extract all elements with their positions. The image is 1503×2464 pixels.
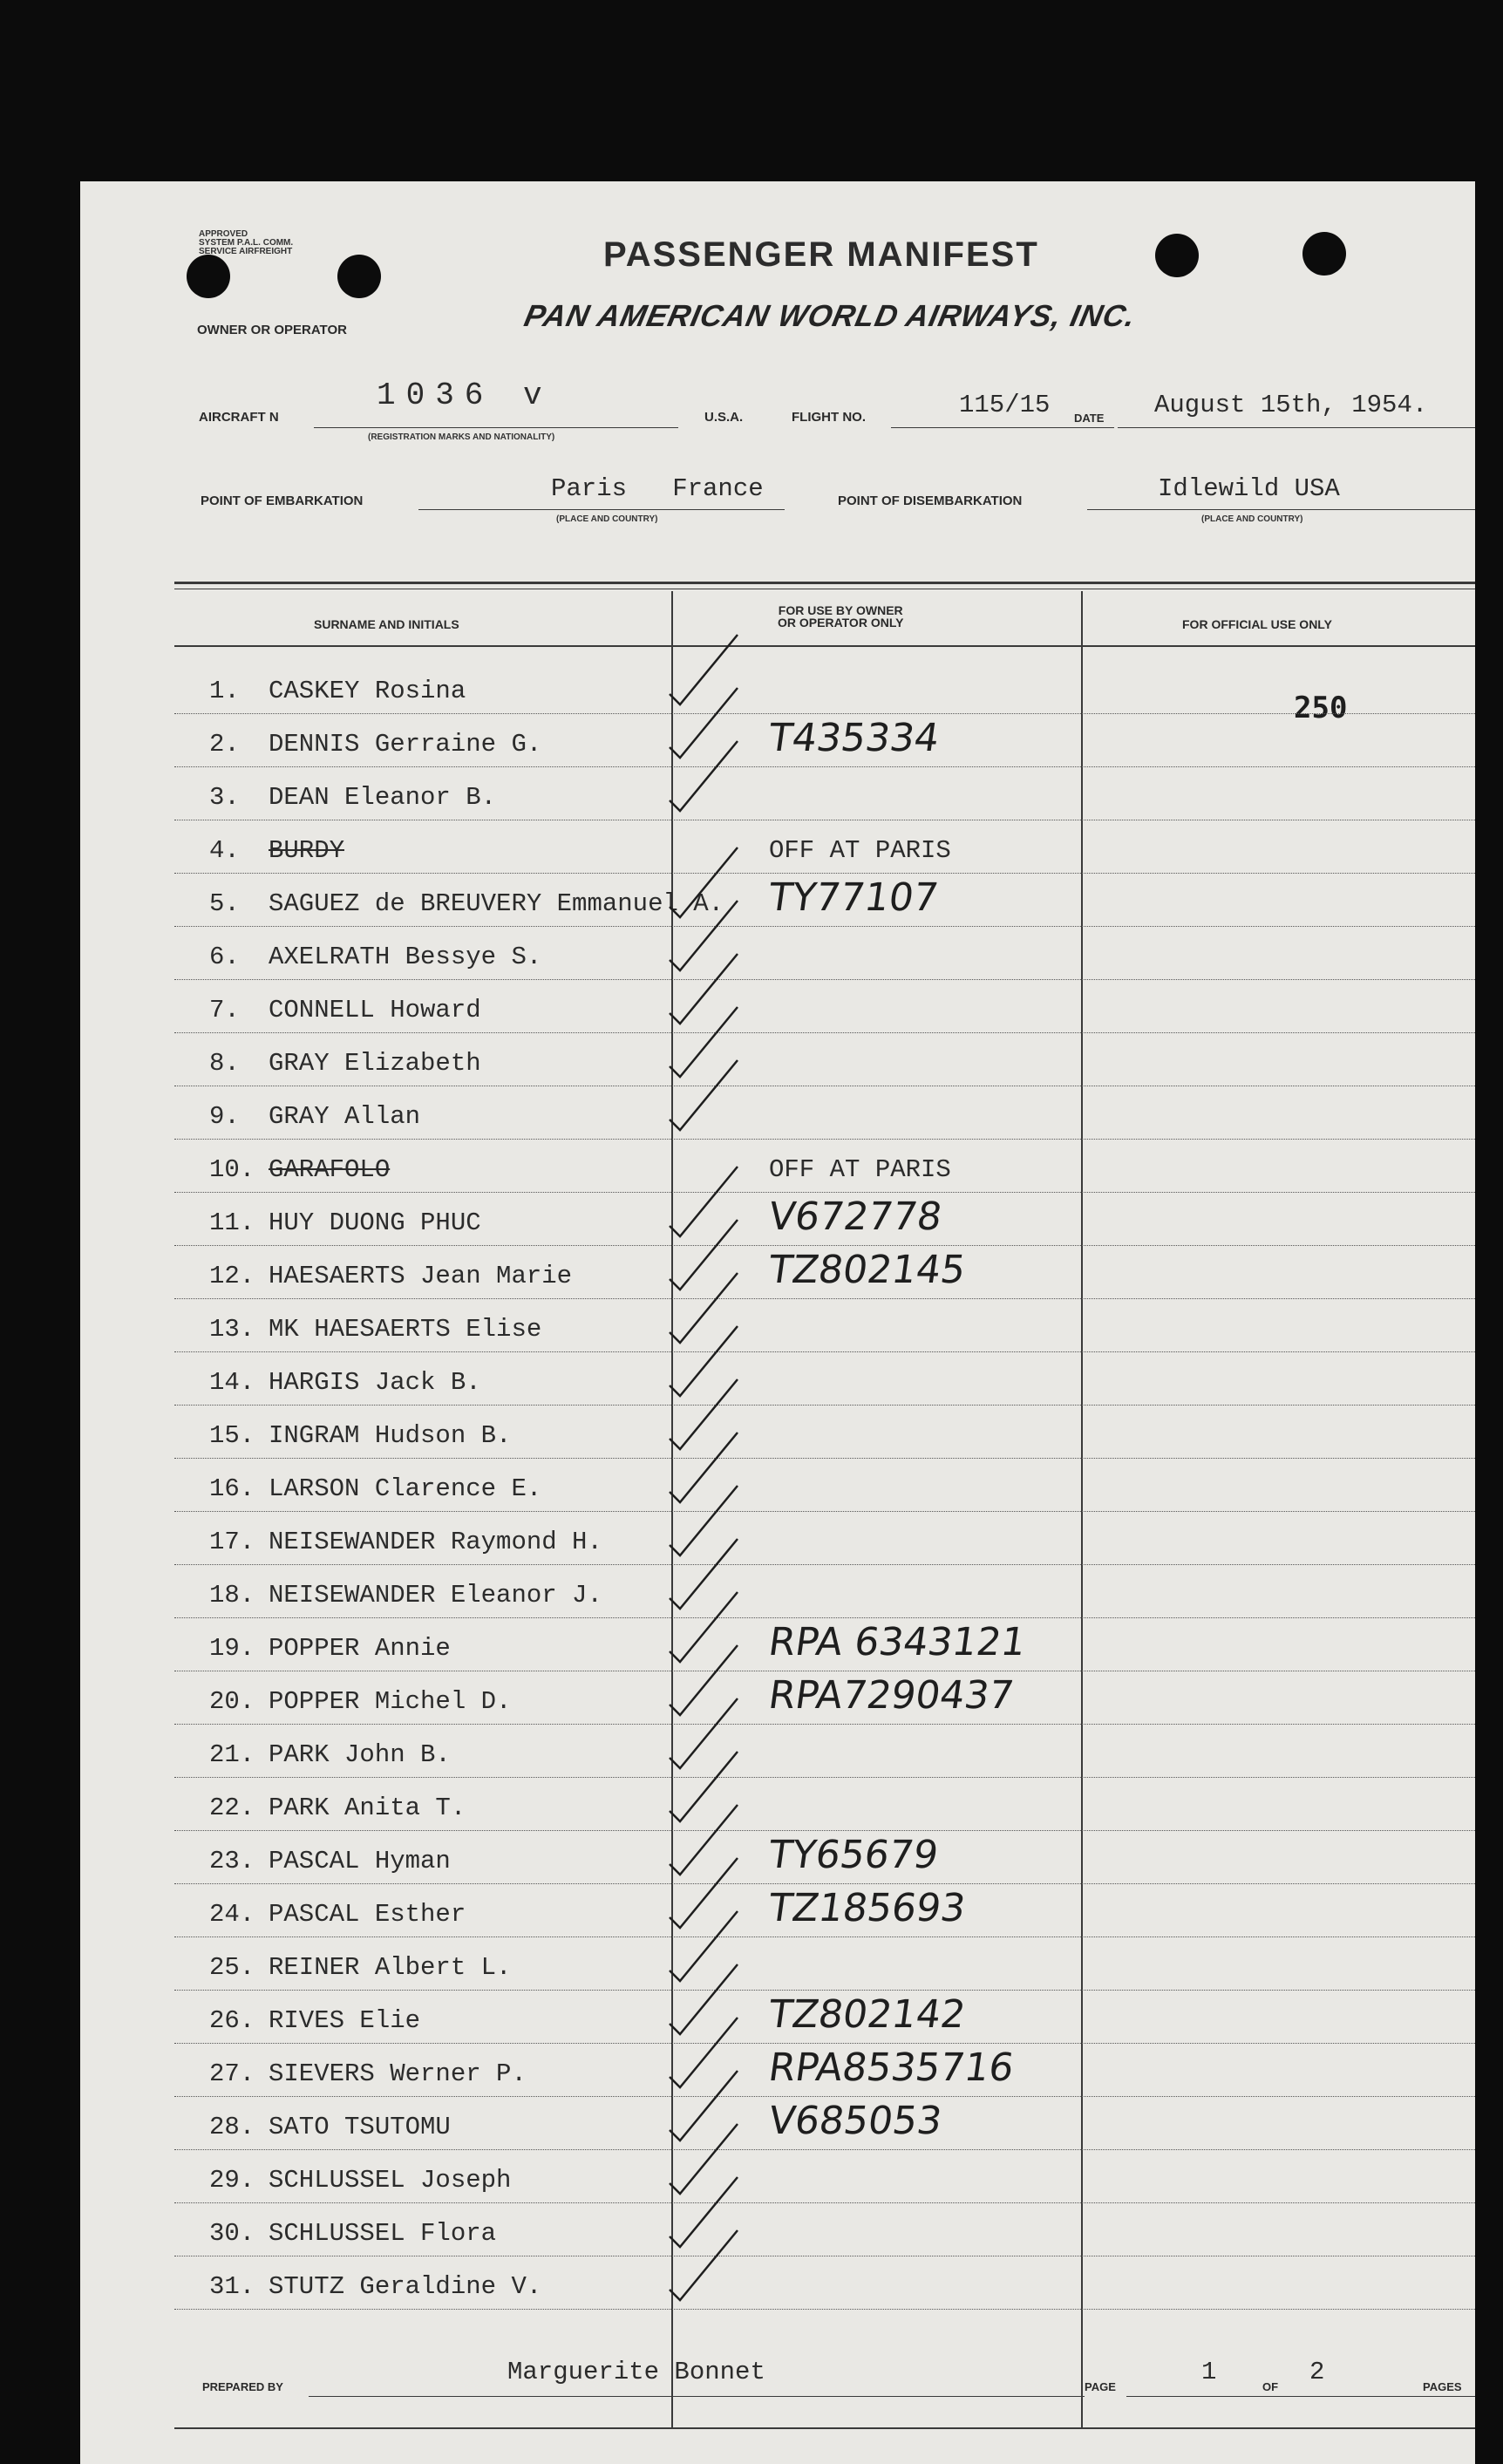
row-rule xyxy=(174,1777,1475,1779)
check-mark-icon xyxy=(664,2227,743,2305)
table-row xyxy=(209,889,724,918)
table-row xyxy=(209,1634,451,1663)
row-rule xyxy=(174,1617,1475,1619)
table-row xyxy=(209,677,466,705)
passenger-name: GARAFOLO xyxy=(269,1155,391,1184)
removed-note: OFF AT PARIS xyxy=(769,1155,951,1184)
aircraft-value: 1036 v xyxy=(377,378,553,413)
row-rule xyxy=(174,1883,1475,1885)
passenger-name: LARSON Clarence E. xyxy=(269,1474,542,1503)
punch-hole xyxy=(1302,232,1346,276)
passenger-number: 23. xyxy=(209,1847,255,1875)
table-row xyxy=(209,1262,572,1290)
table-row xyxy=(209,1953,511,1982)
passenger-name: INGRAM Hudson B. xyxy=(269,1421,512,1450)
table-row xyxy=(209,2219,496,2248)
passenger-name: NEISEWANDER Raymond H. xyxy=(269,1528,602,1556)
passenger-name: HARGIS Jack B. xyxy=(269,1368,481,1397)
row-rule xyxy=(174,1139,1475,1140)
passenger-number: 20. xyxy=(209,1687,255,1716)
of-value: 2 xyxy=(1309,2358,1325,2386)
registration-note: (REGISTRATION MARKS AND NATIONALITY) xyxy=(368,432,555,442)
manifest-sheet xyxy=(80,181,1475,2464)
table-row xyxy=(209,1208,481,1237)
passenger-name: CONNELL Howard xyxy=(269,996,481,1024)
passenger-number: 12. xyxy=(209,1262,255,1290)
embark-line xyxy=(418,509,785,510)
table-row xyxy=(209,2006,420,2035)
embark-label: POINT OF EMBARKATION xyxy=(201,493,364,508)
passenger-number: 5. xyxy=(209,889,240,918)
passenger-number: 8. xyxy=(209,1049,240,1078)
passenger-number: 31. xyxy=(209,2272,255,2301)
row-rule xyxy=(174,1405,1475,1406)
passenger-name: BURDY xyxy=(269,836,345,865)
passenger-name: PARK Anita T. xyxy=(269,1794,466,1822)
table-row xyxy=(209,783,496,812)
table-row xyxy=(209,1421,511,1450)
passenger-name: STUTZ Geraldine V. xyxy=(269,2272,542,2301)
punch-hole xyxy=(337,255,381,298)
row-rule xyxy=(174,1192,1475,1194)
table-top-rule xyxy=(174,582,1475,584)
passenger-number: 21. xyxy=(209,1740,255,1769)
passenger-name: SATO TSUTOMU xyxy=(269,2113,451,2141)
disembark-value: Idlewild USA xyxy=(1158,474,1340,503)
punch-hole xyxy=(1155,234,1199,277)
embark-place-note: (PLACE AND COUNTRY) xyxy=(556,514,658,524)
passport-number: TZ802142 xyxy=(765,1992,969,2037)
column-divider xyxy=(1081,591,1083,2427)
row-rule xyxy=(174,1298,1475,1300)
passenger-name: PARK John B. xyxy=(269,1740,451,1769)
row-rule xyxy=(174,1458,1475,1460)
date-line xyxy=(1118,427,1475,428)
carrier-name: PAN AMERICAN WORLD AIRWAYS, INC. xyxy=(520,299,1139,333)
passenger-name: DEAN Eleanor B. xyxy=(269,783,497,812)
punch-hole xyxy=(187,255,230,298)
passport-number: RPA 6343121 xyxy=(765,1620,1029,1664)
row-rule xyxy=(174,2202,1475,2204)
passenger-name: HUY DUONG PHUC xyxy=(269,1208,481,1237)
page-line xyxy=(1126,2396,1475,2397)
row-rule xyxy=(174,873,1475,875)
passenger-number: 10. xyxy=(209,1155,255,1184)
passenger-name: RIVES Elie xyxy=(269,2006,421,2035)
flight-label: FLIGHT NO. xyxy=(792,410,866,425)
passenger-name: SIEVERS Werner P. xyxy=(269,2059,527,2088)
passenger-number: 24. xyxy=(209,1900,255,1929)
passenger-number: 18. xyxy=(209,1581,255,1610)
passenger-name: CASKEY Rosina xyxy=(269,677,466,705)
passenger-number: 17. xyxy=(209,1528,255,1556)
row-rule xyxy=(174,820,1475,821)
passenger-name: AXELRATH Bessye S. xyxy=(269,943,542,971)
passenger-name: MK HAESAERTS Elise xyxy=(269,1315,542,1344)
row-rule xyxy=(174,979,1475,981)
passport-number: V672778 xyxy=(765,1195,945,1239)
table-row xyxy=(209,1740,451,1769)
header-bottom-rule xyxy=(174,645,1475,647)
passenger-number: 6. xyxy=(209,943,240,971)
table-row xyxy=(209,2113,451,2141)
passenger-name: GRAY Allan xyxy=(269,1102,421,1131)
row-rule xyxy=(174,1724,1475,1725)
passenger-name: PASCAL Esther xyxy=(269,1900,466,1929)
passport-number: T435334 xyxy=(765,716,942,760)
check-mark-icon xyxy=(664,1057,743,1135)
approved-stamp: APPROVED SYSTEM P.A.L. COMM. SERVICE AIRFREIGHT xyxy=(199,229,294,256)
passport-number: RPA7290437 xyxy=(765,1673,1017,1718)
passenger-name: PASCAL Hyman xyxy=(269,1847,451,1875)
prepared-value: Marguerite Bonnet xyxy=(507,2358,765,2386)
passport-number: TY77107 xyxy=(765,875,942,920)
row-rule xyxy=(174,1564,1475,1566)
table-row xyxy=(209,1049,481,1078)
passenger-number: 26. xyxy=(209,2006,255,2035)
date-value: August 15th, 1954. xyxy=(1154,391,1428,419)
passport-number: V685053 xyxy=(765,2099,945,2143)
manifest-title: PASSENGER MANIFEST xyxy=(603,235,1039,274)
table-bottom-rule xyxy=(174,2427,1475,2429)
row-rule xyxy=(174,1511,1475,1513)
official-use-value: 250 xyxy=(1294,691,1348,725)
passenger-name: NEISEWANDER Eleanor J. xyxy=(269,1581,602,1610)
flight-value: 115/15 xyxy=(959,391,1051,419)
col-header-name: SURNAME AND INITIALS xyxy=(314,617,459,631)
aircraft-line xyxy=(314,427,678,428)
table-row xyxy=(209,1315,541,1344)
passport-number: TY65679 xyxy=(765,1833,942,1877)
table-row xyxy=(209,1900,466,1929)
flight-line xyxy=(891,427,1114,428)
table-row xyxy=(209,2059,527,2088)
row-rule xyxy=(174,2256,1475,2257)
disembark-label: POINT OF DISEMBARKATION xyxy=(838,493,1023,508)
passenger-name: REINER Albert L. xyxy=(269,1953,512,1982)
passenger-name: POPPER Annie xyxy=(269,1634,451,1663)
row-rule xyxy=(174,2043,1475,2045)
passenger-number: 27. xyxy=(209,2059,255,2088)
prepared-line xyxy=(309,2396,1085,2397)
row-rule xyxy=(174,713,1475,715)
passenger-number: 30. xyxy=(209,2219,255,2248)
passenger-name: SCHLUSSEL Joseph xyxy=(269,2166,512,2195)
col-header-official: FOR OFFICIAL USE ONLY xyxy=(1182,617,1332,631)
passenger-name: GRAY Elizabeth xyxy=(269,1049,481,1078)
row-rule xyxy=(174,1032,1475,1034)
table-row xyxy=(209,1474,541,1503)
usa-label: U.S.A. xyxy=(704,410,744,425)
col-header-owner: FOR USE BY OWNER OR OPERATOR ONLY xyxy=(778,603,904,630)
prepared-label: PREPARED BY xyxy=(202,2380,283,2393)
passport-number: TZ185693 xyxy=(765,1886,969,1930)
disembark-place-note: (PLACE AND COUNTRY) xyxy=(1201,514,1303,524)
passenger-number: 22. xyxy=(209,1794,255,1822)
passenger-number: 9. xyxy=(209,1102,240,1131)
passport-number: TZ802145 xyxy=(765,1248,969,1292)
passenger-name: SCHLUSSEL Flora xyxy=(269,2219,497,2248)
row-rule xyxy=(174,1671,1475,1672)
date-label: DATE xyxy=(1074,412,1105,425)
passenger-name: DENNIS Gerraine G. xyxy=(269,730,542,759)
page-value: 1 xyxy=(1201,2358,1217,2386)
table-row xyxy=(209,1102,420,1131)
check-mark-icon xyxy=(664,738,743,816)
table-row xyxy=(209,1528,602,1556)
of-label: OF xyxy=(1262,2380,1279,2393)
passenger-number: 25. xyxy=(209,1953,255,1982)
passenger-number: 16. xyxy=(209,1474,255,1503)
passenger-number: 19. xyxy=(209,1634,255,1663)
row-rule xyxy=(174,926,1475,928)
table-row xyxy=(209,730,541,759)
passenger-name: SAGUEZ de BREUVERY Emmanuel A. xyxy=(269,889,724,918)
disembark-line xyxy=(1087,509,1475,510)
row-rule xyxy=(174,2149,1475,2151)
owner-label: OWNER OR OPERATOR xyxy=(197,323,347,337)
table-row xyxy=(209,1794,466,1822)
table-row xyxy=(209,2166,511,2195)
passenger-number: 2. xyxy=(209,730,240,759)
passenger-number: 13. xyxy=(209,1315,255,1344)
aircraft-label: AIRCRAFT N xyxy=(199,410,279,425)
table-row xyxy=(209,1847,451,1875)
pages-label: PAGES xyxy=(1423,2380,1462,2393)
row-rule xyxy=(174,1830,1475,1832)
passenger-name: POPPER Michel D. xyxy=(269,1687,512,1716)
embark-value: Paris France xyxy=(551,474,764,503)
removed-note: OFF AT PARIS xyxy=(769,836,951,865)
table-row xyxy=(209,943,541,971)
row-rule xyxy=(174,1936,1475,1938)
row-rule xyxy=(174,1990,1475,1991)
passenger-number: 14. xyxy=(209,1368,255,1397)
table-row xyxy=(209,1155,390,1184)
table-row xyxy=(209,836,344,865)
passenger-number: 11. xyxy=(209,1208,255,1237)
table-row xyxy=(209,996,481,1024)
page-label: PAGE xyxy=(1085,2380,1116,2393)
passenger-number: 3. xyxy=(209,783,240,812)
passenger-number: 15. xyxy=(209,1421,255,1450)
passenger-number: 4. xyxy=(209,836,240,865)
row-rule xyxy=(174,1086,1475,1087)
table-row xyxy=(209,1687,511,1716)
passenger-number: 28. xyxy=(209,2113,255,2141)
row-rule xyxy=(174,2309,1475,2311)
row-rule xyxy=(174,1351,1475,1353)
passenger-name: HAESAERTS Jean Marie xyxy=(269,1262,573,1290)
passenger-number: 29. xyxy=(209,2166,255,2195)
row-rule xyxy=(174,766,1475,768)
table-row xyxy=(209,1581,602,1610)
passport-number: RPA8535716 xyxy=(765,2045,1017,2090)
row-rule xyxy=(174,1245,1475,1247)
passenger-number: 7. xyxy=(209,996,240,1024)
table-row xyxy=(209,1368,481,1397)
passenger-number: 1. xyxy=(209,677,240,705)
table-row xyxy=(209,2272,541,2301)
row-rule xyxy=(174,2096,1475,2098)
